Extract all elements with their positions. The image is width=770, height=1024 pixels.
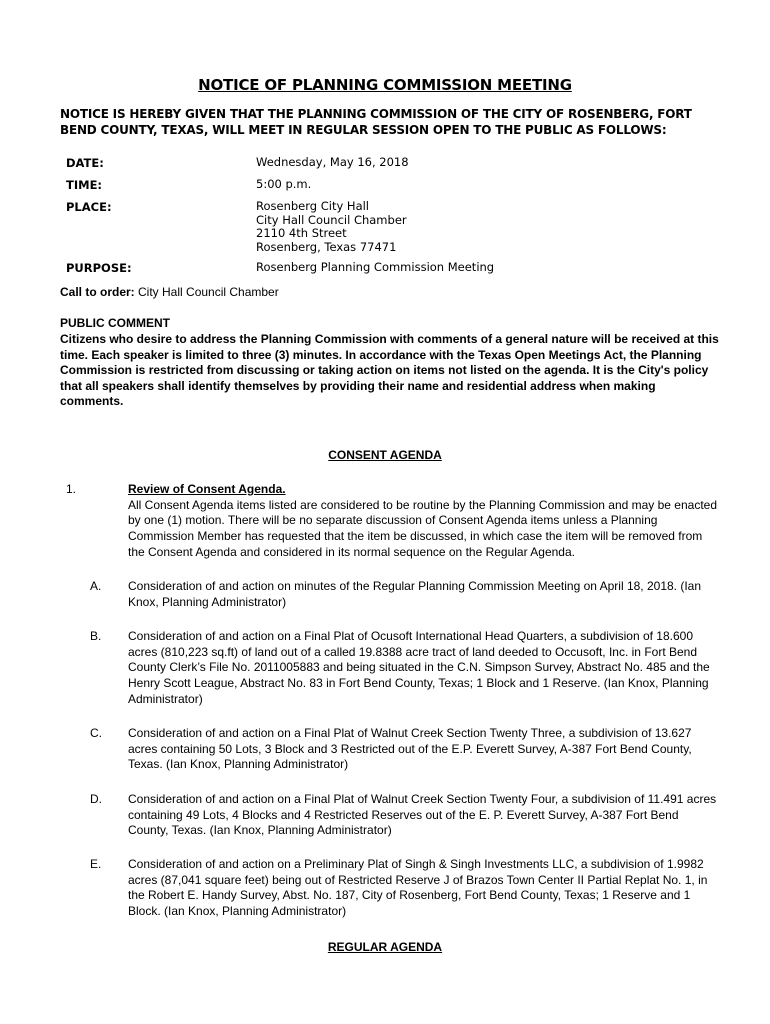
time-value: 5:00 p.m.: [256, 177, 312, 191]
call-to-order-label: Call to order:: [60, 285, 135, 299]
time-label: TIME:: [66, 178, 103, 192]
item-heading: Review of Consent Agenda.: [128, 482, 286, 496]
place-line: Rosenberg City Hall: [256, 199, 370, 213]
public-comment-body: Citizens who desire to address the Planning Commission with comments of a general nature will be received at this time. Each speaker is limited to three (3) minutes. In accordance with the Texas Open Meetings Act, the Planning Commission is restricted from discussing or taking action on items not listed on the agenda. It is the City's policy that all speakers shall identify themselves by providing their name and residential address when making comments.: [60, 332, 719, 409]
page-title: NOTICE OF PLANNING COMMISSION MEETING: [198, 76, 572, 94]
public-comment-heading: PUBLIC COMMENT: [60, 316, 170, 330]
subitem-letter: B.: [90, 629, 102, 643]
call-to-order: [60, 285, 279, 299]
place-line: City Hall Council Chamber: [256, 212, 407, 227]
subitem-text: Consideration of and action on a Final Plat of Walnut Creek Section Twenty Three, a subdivision of 13.627 acres containing 50 Lots, 3 Block and 3 Restricted out of the E.P. Everett Survey, A-387 Fort Bend County, Texas. (Ian Knox, Planning Administrator): [128, 726, 692, 772]
place-line: 2110 4th Street: [256, 226, 347, 240]
purpose-value: Rosenberg Planning Commission Meeting: [256, 260, 495, 274]
subitem-text: Consideration of and action on a Preliminary Plat of Singh & Singh Investments LLC, a subdivision of 1.9982 acres (87,041 square feet) being out of Restricted Reserve J of Brazos Town Center II Partial Replat No. 1, in the Robert E. Handy Survey, Abst. No. 187, City of Rosenberg, Fort Bend County, Texas; 1 Reserve and 1 Block. (Ian Knox, Planning Administrator): [128, 857, 708, 919]
date-value: Wednesday, May 16, 2018: [256, 155, 409, 169]
regular-agenda-heading: REGULAR AGENDA: [327, 940, 443, 954]
consent-item-review: [128, 482, 718, 561]
call-to-order-value: City Hall Council Chamber: [138, 285, 279, 299]
consent-agenda-heading: CONSENT AGENDA: [328, 448, 442, 462]
subitem-letter: C.: [90, 726, 102, 740]
subitem-text: Consideration of and action on a Final Plat of Ocusoft International Head Quarters, a subdivision of 18.600 acres (810,223 sq.ft) of land out of a called 19.8388 acre tract of land deeded to Occusoft, Inc. in Fort Bend County Clerk’s File No. 2011005883 and being situated in the C.N. Simpson Survey, Abstract No. 485 and the Henry Scott League, Abstract No. 83 in Fort Bend County, Texas; 1 Block and 1 Reserve. (Ian Knox, Planning Administrator): [128, 629, 710, 706]
subitem-letter: E.: [90, 857, 102, 871]
date-label: DATE:: [66, 156, 104, 170]
place-address: [256, 200, 407, 254]
item-body: All Consent Agenda items listed are considered to be routine by the Planning Commission and may be enacted by one (1) motion. There will be no separate discussion of Consent Agenda items unless a Planning Commission Member has requested that the item be discussed, in which case the item will be removed from the Consent Agenda and considered in its normal sequence on the Regular Agenda.: [128, 497, 718, 559]
subitem-text: Consideration of and action on minutes of the Regular Planning Commission Meeting on April 18, 2018. (Ian Knox, Planning Administrator): [128, 579, 702, 609]
place-label: PLACE:: [66, 200, 112, 214]
item-number: 1.: [66, 482, 77, 496]
subitem-text: Consideration of and action on a Final Plat of Walnut Creek Section Twenty Four, a subdivision of 11.491 acres containing 49 Lots, 4 Blocks and 4 Restricted Reserves out of the E. P. Everett Survey, A-387 Fort Bend County, Texas. (Ian Knox, Planning Administrator): [128, 792, 717, 838]
purpose-label: PURPOSE:: [66, 261, 132, 275]
subitem-letter: D.: [90, 792, 102, 806]
place-line: Rosenberg, Texas 77471: [256, 239, 397, 254]
subitem-letter: A.: [90, 579, 102, 593]
notice-paragraph: NOTICE IS HEREBY GIVEN THAT THE PLANNING COMMISSION OF THE CITY OF ROSENBERG, FORT BEND COUNTY, TEXAS, WILL MEET IN REGULAR SESSION OPEN TO THE PUBLIC AS FOLLOWS:: [60, 107, 692, 137]
